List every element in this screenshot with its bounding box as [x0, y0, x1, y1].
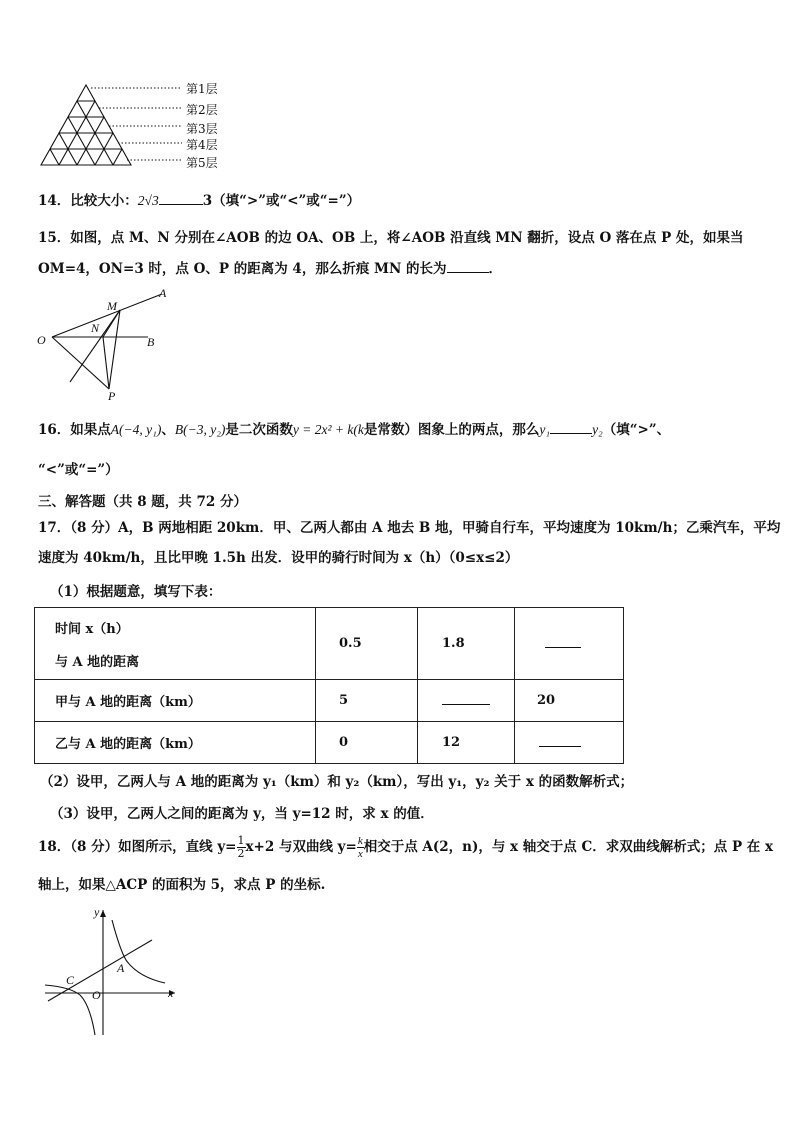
question-17-part1: （1）根据题意，填写下表： — [50, 584, 222, 600]
table-row — [35, 608, 624, 680]
question-15-line1: 15．如图，点 M、N 分别在∠AOB 的边 OA、OB 上，将∠AOB 沿直线 MN 翻折，设点 O 落在点 P 处，如果当 — [38, 230, 744, 246]
question-18-line2: 轴上，如果△ACP 的面积为 5，求点 P 的坐标. — [38, 877, 326, 893]
table-blank-jia[interactable] — [442, 692, 490, 705]
distance-table — [34, 607, 624, 764]
fig18-label-a: A — [117, 961, 125, 975]
table-blank-cell — [515, 608, 624, 680]
fig18-label-o: O — [92, 988, 101, 1002]
frac-num: k — [357, 835, 363, 847]
fig15-label-m: M — [107, 299, 117, 313]
question-17-line1: 17．（8 分）A，B 两地相距 20km．甲、乙两人都由 A 地去 B 地，甲骑自行车，平均速度为 10km/h；乙乘汽车，平均 — [38, 520, 781, 536]
segment-np — [103, 337, 109, 389]
row-yi-label: 乙与 A 地的距离（km） — [35, 722, 316, 764]
row-yi-blank-cell — [515, 722, 624, 764]
q16-mid: 是二次函数 — [225, 422, 293, 438]
fig15-label-a: A — [159, 286, 167, 300]
q16-prefix: 16．如果点 — [38, 422, 111, 438]
frac-den: 2 — [237, 847, 245, 860]
q16-mid2: 是常数）图象上的两点，那么 — [363, 422, 540, 438]
q16-y2: y₂ — [592, 422, 603, 437]
layer-label-5: 第5层 — [186, 156, 218, 170]
fig18-label-c: C — [66, 973, 75, 987]
q14-label: 14．比较大小： — [38, 193, 138, 209]
layer-label-1: 第1层 — [186, 82, 218, 96]
q16-point-a: A(−4, y₁) — [110, 422, 162, 437]
table-blank-yi[interactable] — [539, 734, 581, 747]
question-17-part3: （3）设甲，乙两人之间的距离为 y，当 y=12 时，求 x 的值． — [50, 806, 434, 822]
segment-op — [52, 337, 109, 389]
layer-label-4: 第4层 — [186, 138, 218, 152]
q15-blank[interactable] — [447, 260, 489, 273]
table-col-0-5: 0.5 — [316, 608, 418, 680]
row-yi-value-1: 0 — [316, 722, 418, 764]
q16-function: y = 2x² + k(k — [292, 422, 364, 437]
row-jia-label: 甲与 A 地的距离（km） — [35, 680, 316, 722]
q15-end: ． — [488, 261, 502, 277]
row-jia-value-1: 5 — [316, 680, 418, 722]
q14-math: 2√3 — [137, 193, 159, 208]
q14-tail: 3（填“>”或“<”或“=”） — [202, 193, 361, 209]
frac-num: 1 — [237, 834, 245, 847]
fig15-label-p: P — [108, 389, 116, 403]
question-15-line2 — [38, 260, 502, 278]
q18-suffix: 相交于点 A(2，n)，与 x 轴交于点 C．求双曲线解析式；点 P 在 x — [363, 839, 774, 855]
frac-den: x — [357, 848, 363, 860]
row-jia-value-3: 20 — [515, 680, 624, 722]
row-jia-blank-cell — [418, 680, 515, 722]
q14-blank[interactable] — [159, 192, 203, 205]
q18-prefix: 18．（8 分）如图所示，直线 y= — [38, 839, 237, 855]
q16-sep: 、 — [161, 422, 175, 438]
header-line-distance: 与 A 地的距离 — [55, 654, 140, 670]
table-header-cell — [35, 608, 316, 680]
pyramid-outline — [41, 85, 131, 165]
segment-mp — [109, 310, 120, 389]
row-yi-value-2: 12 — [418, 722, 515, 764]
fraction-one-half — [237, 835, 246, 860]
fig18-label-x: x — [168, 986, 174, 1000]
fig15-label-o: O — [37, 333, 46, 347]
fold-angle-figure — [30, 284, 180, 404]
y-axis-arrow — [100, 910, 106, 917]
hyperbola-line-figure — [40, 905, 190, 1045]
fig15-label-n: N — [91, 321, 100, 335]
section-3-title: 三、解答题（共 8 题，共 72 分） — [38, 494, 247, 510]
q16-y1: y₁ — [539, 422, 551, 437]
question-17-part2: （2）设甲，乙两人与 A 地的距离为 y₁（km）和 y₂（km），写出 y₁，y₂ 关于 x 的函数解析式； — [40, 774, 634, 790]
header-line-time: 时间 x（h） — [55, 621, 129, 637]
question-18-line1 — [38, 835, 773, 860]
q16-suffix: （填“>”、 — [602, 422, 671, 438]
q15-text: OM=4，ON=3 时，点 O、P 的距离为 4，那么折痕 MN 的长为 — [38, 261, 447, 277]
layer-label-2: 第2层 — [186, 103, 218, 117]
question-17-line2: 速度为 40km/h，且比甲晚 1.5h 出发．设甲的骑行时间为 x（h）（0≤x≤2） — [38, 550, 519, 566]
q16-point-b: B(−3, y₂) — [174, 422, 226, 437]
table-row — [35, 722, 624, 764]
fig18-label-y: y — [94, 905, 100, 919]
fig15-label-b: B — [147, 335, 155, 349]
table-blank-time[interactable] — [545, 635, 581, 648]
question-16-line1 — [38, 421, 670, 439]
q18-mid: x+2 与双曲线 y= — [245, 839, 357, 855]
table-row — [35, 680, 624, 722]
q16-blank[interactable] — [550, 421, 592, 434]
fraction-k-over-x — [357, 835, 364, 860]
table-col-1-8: 1.8 — [418, 608, 515, 680]
question-14 — [38, 192, 360, 210]
question-16-line2: “<”或“=”） — [38, 462, 119, 478]
layer-label-3: 第3层 — [186, 122, 218, 136]
